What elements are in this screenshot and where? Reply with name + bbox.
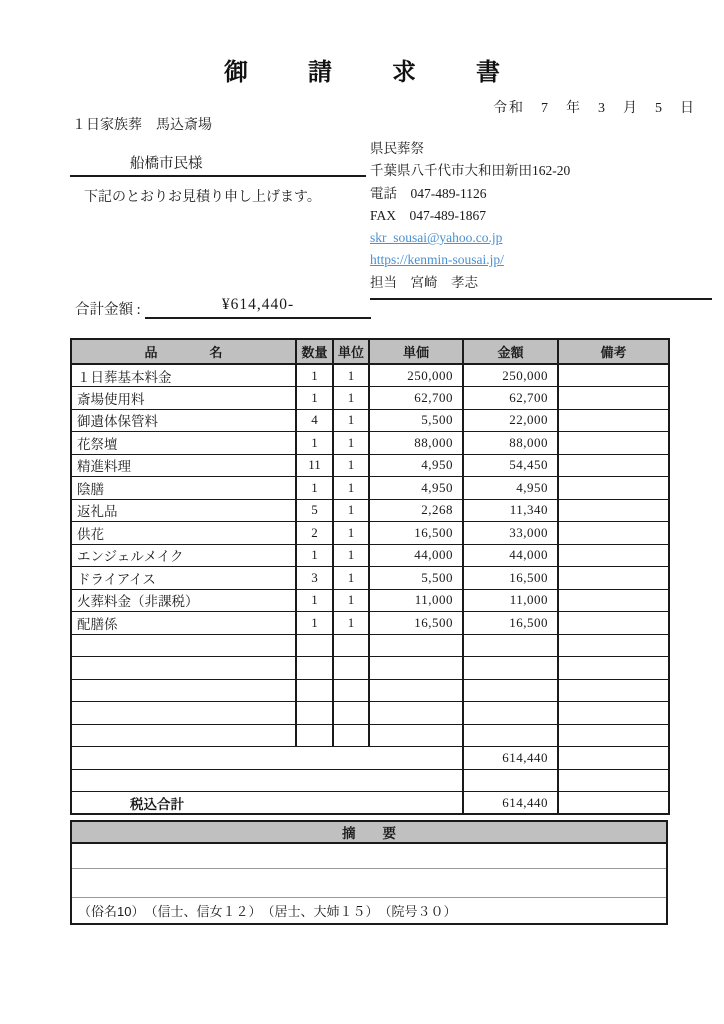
company-contact-person: 担当 宮崎 孝志 — [370, 274, 478, 290]
items-table-header — [71, 339, 669, 364]
total-amount-label: 合計金額 : — [75, 302, 141, 318]
grand-total-row — [71, 792, 669, 815]
table-row-empty — [71, 702, 669, 725]
spacer-row — [71, 769, 669, 792]
project-name: １日家族葬 馬込斎場 — [72, 118, 212, 133]
table-row-empty — [71, 657, 669, 680]
greeting-text: 下記のとおりお見積り申し上げます。 — [84, 190, 321, 205]
company-name: 県民葬祭 — [370, 141, 424, 156]
col-header-qty: 数量 — [296, 339, 333, 364]
company-website-link[interactable]: https://kenmin-sousai.jp/ — [370, 252, 504, 268]
table-row: 陰膳 1 1 4,950 4,950 — [71, 477, 669, 500]
table-row: 精進料理 11 1 4,950 54,450 — [71, 454, 669, 477]
table-row: 供花 2 1 16,500 33,000 — [71, 522, 669, 545]
page-title: 御 請 求 書 — [224, 59, 518, 86]
items-totals — [71, 747, 669, 815]
table-row: エンジェルメイク 1 1 44,000 44,000 — [71, 544, 669, 567]
col-header-note: 備考 — [558, 339, 669, 364]
company-email-link[interactable]: skr_sousai@yahoo.co.jp — [370, 230, 503, 246]
col-header-unit-price: 単価 — [369, 339, 463, 364]
table-row: １日葬基本料金 1 1 250,000 250,000 — [71, 364, 669, 387]
invoice-date: 令和 7 年 3 月 5 日 — [493, 101, 696, 116]
table-row: ドライアイス 3 1 5,500 16,500 — [71, 567, 669, 590]
items-body — [71, 364, 669, 747]
remarks-note: （俗名10） （信士、信女１２） （居士、大姉１５） （院号３０） — [71, 897, 667, 924]
table-row: 火葬料金（非課税） 1 1 11,000 11,000 — [71, 589, 669, 612]
col-header-unit: 単位 — [333, 339, 369, 364]
customer-name: 船橋市民様 — [130, 156, 203, 172]
table-row-empty — [71, 724, 669, 747]
table-row-empty — [71, 634, 669, 657]
grand-total-label: 税込合計 — [71, 792, 463, 815]
company-fax: FAX 047-489-1867 — [370, 207, 486, 223]
col-header-amount: 金額 — [463, 339, 558, 364]
customer-block — [70, 152, 366, 177]
company-block — [370, 138, 712, 300]
subtotal-row — [71, 747, 669, 770]
items-table — [70, 338, 670, 815]
table-row-empty — [71, 679, 669, 702]
table-row: 花祭壇 1 1 88,000 88,000 — [71, 432, 669, 455]
col-header-name: 品 名 — [71, 339, 296, 364]
table-row: 返礼品 5 1 2,268 11,340 — [71, 499, 669, 522]
remarks-empty-row — [71, 868, 667, 897]
table-row: 配膳係 1 1 16,500 16,500 — [71, 612, 669, 635]
remarks-table — [70, 820, 668, 925]
grand-total-amount: 614,440 — [463, 792, 558, 815]
company-tel: 電話 047-489-1126 — [370, 185, 487, 201]
table-row: 斎場使用料 1 1 62,700 62,700 — [71, 387, 669, 410]
subtotal-amount: 614,440 — [463, 747, 558, 770]
remarks-empty-row — [71, 843, 667, 868]
company-address: 千葉県八千代市大和田新田162-20 — [370, 163, 571, 179]
total-amount-value: ¥614,440- — [145, 296, 371, 319]
remarks-header: 摘 要 — [71, 821, 667, 843]
table-row: 御遺体保管料 4 1 5,500 22,000 — [71, 409, 669, 432]
